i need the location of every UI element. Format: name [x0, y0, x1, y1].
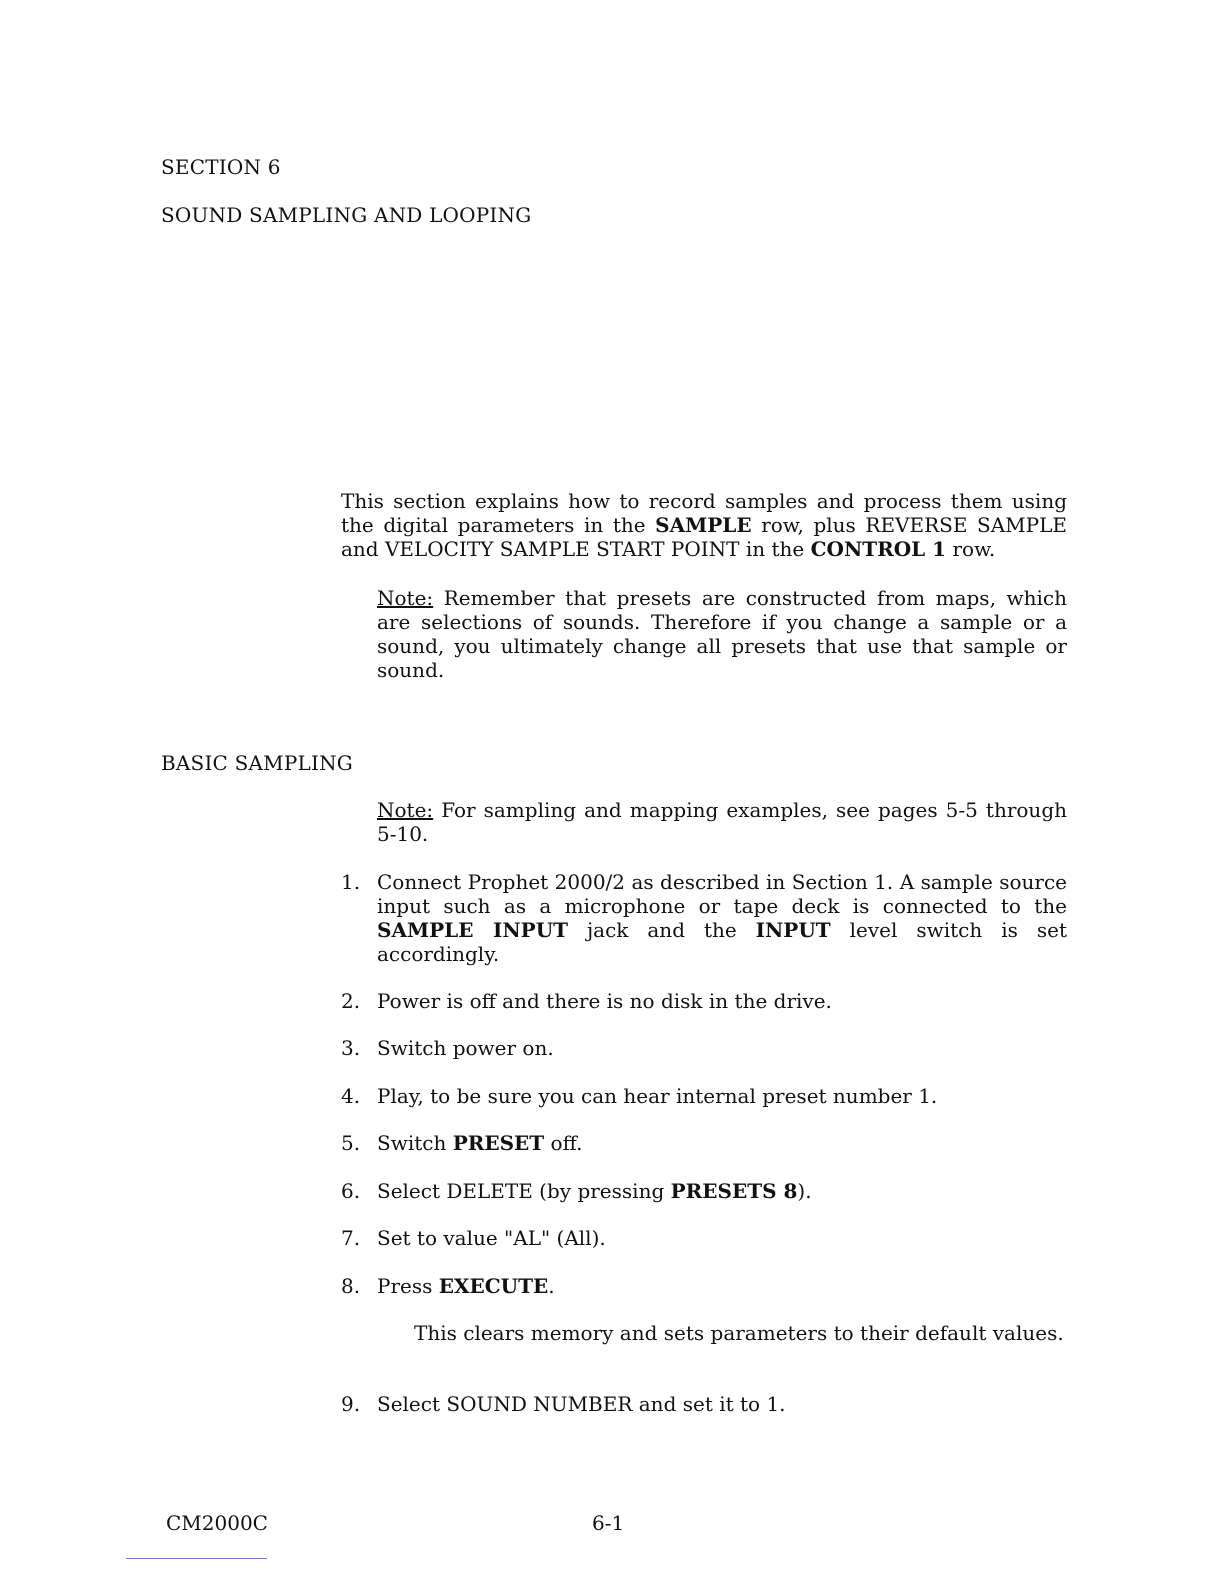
step-number: 9. — [341, 1392, 361, 1416]
section-label: SECTION 6 — [161, 155, 281, 179]
step-text-part: Press — [377, 1274, 439, 1298]
step-text-part: . — [548, 1274, 555, 1298]
step-text: Select SOUND NUMBER and set it to 1. — [377, 1392, 786, 1416]
page-number: 6-1 — [592, 1511, 625, 1535]
step-text — [377, 1131, 1067, 1155]
step-text-part: level switch is set accordingly. — [377, 918, 1067, 966]
step-text-part: Select DELETE (by pressing — [377, 1179, 671, 1203]
note-label: Note: — [377, 798, 434, 822]
step-text: Play, to be sure you can hear internal preset number 1. — [377, 1084, 938, 1108]
step-bold-part: EXECUTE — [438, 1274, 549, 1298]
section-title: SOUND SAMPLING AND LOOPING — [161, 203, 532, 227]
step-number: 7. — [341, 1226, 361, 1250]
basic-sampling-heading: BASIC SAMPLING — [161, 751, 353, 775]
step-text-part: off. — [544, 1131, 583, 1155]
step-text: Switch power on. — [377, 1036, 554, 1060]
step-number: 6. — [341, 1179, 361, 1203]
step-number: 2. — [341, 989, 361, 1013]
note-label: Note: — [377, 586, 434, 610]
intro-bold-control: CONTROL 1 — [810, 537, 947, 561]
note-text: Remember that presets are constructed from maps, which are selections of sounds. Therefore if you change a sample or a sound, you ultimately change all presets that use that sample or sound. — [377, 586, 1067, 682]
step-text: Power is off and there is no disk in the drive. — [377, 989, 832, 1013]
step-bold-part: PRESETS 8 — [670, 1179, 798, 1203]
intro-paragraph — [341, 489, 1067, 561]
step-bold-part: INPUT — [755, 918, 831, 942]
note-remember — [377, 586, 1067, 682]
step-text: Set to value "AL" (All). — [377, 1226, 606, 1250]
intro-text-3: row. — [946, 537, 996, 561]
intro-bold-sample: SAMPLE — [655, 513, 752, 537]
note-examples — [377, 798, 1067, 846]
step-number: 8. — [341, 1274, 361, 1298]
intro-text-1: This section explains how to record samples and process them using the digital parameters in the — [341, 489, 1067, 537]
step-text-part: ). — [797, 1179, 812, 1203]
step-text — [377, 870, 1067, 966]
intro-text-2: row, plus REVERSE SAMPLE and VELOCITY SAMPLE START POINT in the — [341, 513, 1067, 561]
step8-followup: This clears memory and sets parameters to their default values. — [414, 1321, 1064, 1345]
step-text-part: jack and the — [568, 918, 756, 942]
step-bold-part: PRESET — [452, 1131, 545, 1155]
step-number: 1. — [341, 870, 361, 894]
step-text-part: Switch — [377, 1131, 453, 1155]
step-bold-part: SAMPLE INPUT — [377, 918, 569, 942]
step-number: 3. — [341, 1036, 361, 1060]
doc-code: CM2000C — [166, 1511, 268, 1535]
bottom-edge-line — [126, 1558, 267, 1559]
step-text — [377, 1274, 1067, 1298]
step-text-part: Connect Prophet 2000/2 as described in Section 1. A sample source input such as a microphone or tape deck is connected to the — [377, 870, 1067, 918]
step-number: 4. — [341, 1084, 361, 1108]
note-text: For sampling and mapping examples, see pages 5-5 through 5-10. — [377, 798, 1067, 846]
step-number: 5. — [341, 1131, 361, 1155]
step-text — [377, 1179, 1067, 1203]
